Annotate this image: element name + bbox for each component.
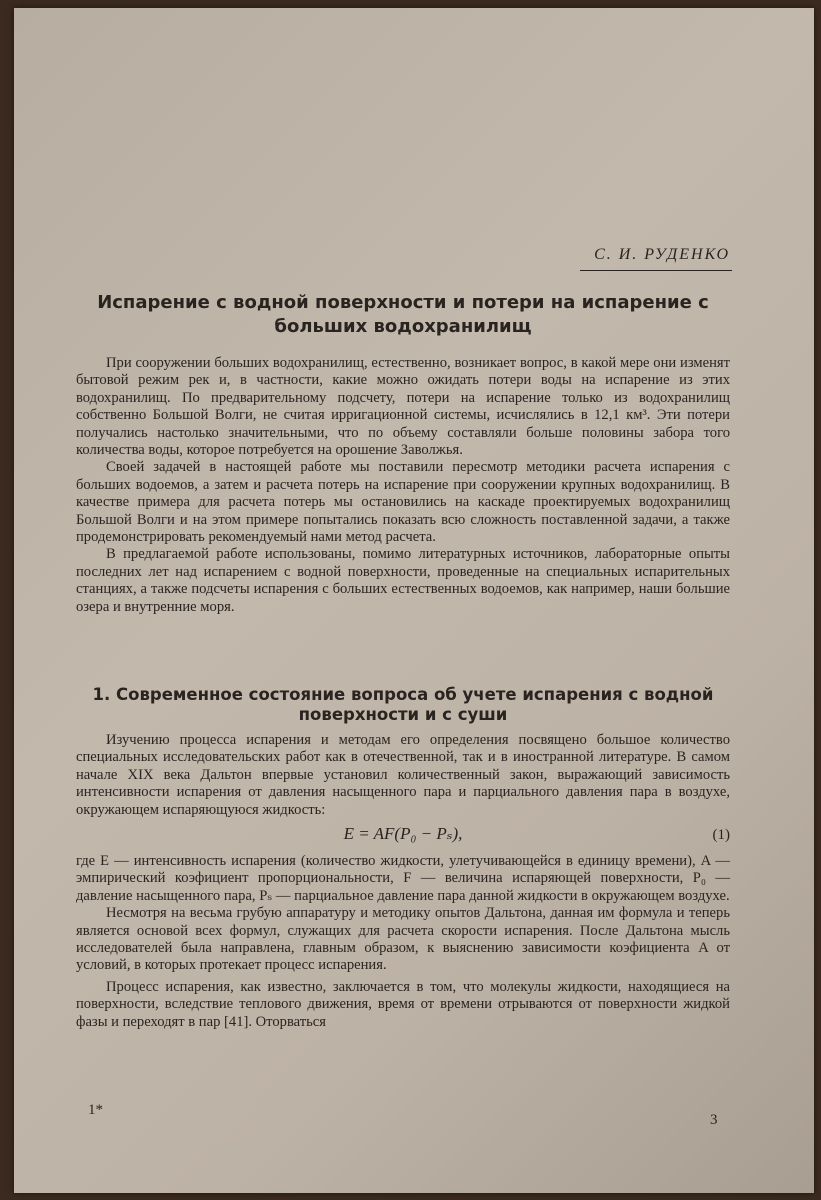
section-paragraph: Изучению процесса испарения и методам его определения посвящено большое количество специальных исследовательских работ как в отечественной, так и в иностранной литературе. В самом начале XIX века Дальтон впервые установил количественный закон, выражающий зависимость интенсивности испарения от давления насыщенного пара и парциального давления пара в воздухе, окружающем испаряющуюся жидкость:: [76, 732, 730, 818]
document-page: [14, 8, 814, 1193]
formula-explanation: где E — интенсивность испарения (количество жидкости, улетучивающейся в единицу времени), A — эмпирический коэфициент пропорциональности, F — величина испаряющей поверхности, P₀ — давление насыщенного пара, Pₛ — парциальное давление пара данной жидкости в окружающем воздухе.: [76, 853, 730, 904]
article-title: Испарение с водной поверхности и потери на испарение с больших водохранилищ: [97, 292, 709, 337]
formula-block: [76, 822, 730, 848]
intro-paragraph: При сооружении больших водохранилищ, естественно, возникает вопрос, в какой мере они изменят бытовой режим рек и, в частности, какие можно ожидать потери воды на испарение из этих водохранилищ. По предварительному подсчету, потери на испарение только из водохранилищ собственно Большой Волги, не считая ирригационной системы, исчислялись в 12,1 км³. Эти потери получались настолько значительными, что по объему составляли больше половины забора того количества воды, которое потребуется на орошение Заволжья.: [76, 355, 730, 459]
intro-section: [76, 355, 730, 616]
page-number: 3: [710, 1112, 718, 1128]
author-name: С. И. РУДЕНКО: [594, 246, 730, 263]
section-heading: 1. Современное состояние вопроса об учете испарения с водной поверхности и с суши: [92, 685, 714, 724]
formula-number: (1): [712, 827, 730, 844]
printer-signature: 1*: [88, 1102, 103, 1118]
section-paragraph: Процесс испарения, как известно, заключается в том, что молекулы жидкости, находящиеся на поверхности, вследствие теплового движения, время от времени отрываются от поверхности жидкой фазы и переходят в пар [41]. Оторваться: [76, 978, 730, 1030]
intro-paragraph: Своей задачей в настоящей работе мы поставили пересмотр методики расчета испарения с больших водоемов, а затем и расчета потерь на испарение при сооружении крупных водохранилищ. В качестве примера для расчета потерь мы остановились на каскаде проектируемых водохранилищ Большой Волги и на этом примере попытались показать всю сложность поставленной задачи, а также продемонстрировать рекомендуемый нами метод расчета.: [76, 459, 730, 546]
section-paragraph: Несмотря на весьма грубую аппаратуру и методику опытов Дальтона, данная им формула и теперь является основой всех формул, служащих для расчета скорости испарения. После Дальтона мысль исследователей была направлена, главным образом, к выяснению зависимости коэфициента A от условий, в которых протекает процесс испарения.: [76, 905, 730, 974]
dalton-formula: E = AF(P₀ − Pₛ),: [343, 824, 463, 844]
section-body: [76, 732, 730, 1031]
author-underline: [580, 270, 732, 271]
intro-paragraph: В предлагаемой работе использованы, помимо литературных источников, лабораторные опыты последних лет над испарением с водной поверхности, проведенные на специальных испарительных станциях, а также подсчеты испарения с больших естественных водоемов, как например, наши большие озера и внутренние моря.: [76, 546, 730, 615]
